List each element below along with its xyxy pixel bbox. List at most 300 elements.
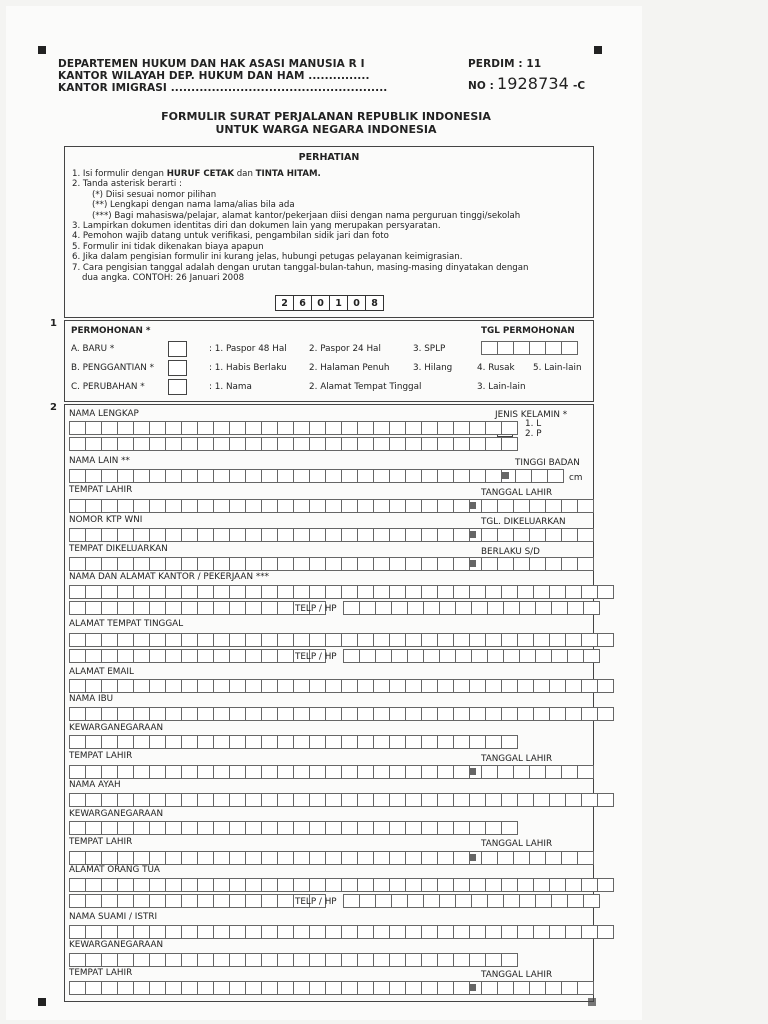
character-cell[interactable] xyxy=(497,851,514,865)
character-cell[interactable] xyxy=(261,821,278,835)
character-cell[interactable] xyxy=(357,557,374,571)
character-cell[interactable] xyxy=(69,469,86,483)
character-cell[interactable] xyxy=(133,437,150,451)
character-cell[interactable] xyxy=(389,878,406,892)
character-cell[interactable] xyxy=(357,585,374,599)
character-cell[interactable] xyxy=(213,437,230,451)
email-boxes[interactable] xyxy=(69,679,613,693)
character-cell[interactable] xyxy=(545,341,562,355)
character-cell[interactable] xyxy=(261,925,278,939)
character-cell[interactable] xyxy=(469,925,486,939)
character-cell[interactable] xyxy=(513,851,530,865)
character-cell[interactable] xyxy=(101,953,118,967)
character-cell[interactable] xyxy=(245,821,262,835)
character-cell[interactable] xyxy=(405,925,422,939)
character-cell[interactable] xyxy=(229,601,246,615)
character-cell[interactable] xyxy=(229,981,246,995)
option-new-checkbox[interactable] xyxy=(168,341,187,357)
character-cell[interactable] xyxy=(577,499,594,513)
character-cell[interactable] xyxy=(197,981,214,995)
character-cell[interactable] xyxy=(341,437,358,451)
character-cell[interactable] xyxy=(197,765,214,779)
character-cell[interactable] xyxy=(359,601,376,615)
character-cell[interactable] xyxy=(293,557,310,571)
character-cell[interactable] xyxy=(501,735,518,749)
character-cell[interactable] xyxy=(197,421,214,435)
character-cell[interactable] xyxy=(437,735,454,749)
character-cell[interactable] xyxy=(101,437,118,451)
character-cell[interactable] xyxy=(165,528,182,542)
father-birthplace-boxes[interactable] xyxy=(69,851,485,865)
character-cell[interactable] xyxy=(245,735,262,749)
character-cell[interactable] xyxy=(469,469,486,483)
character-cell[interactable] xyxy=(581,679,598,693)
character-cell[interactable] xyxy=(277,585,294,599)
character-cell[interactable] xyxy=(375,649,392,663)
character-cell[interactable] xyxy=(437,878,454,892)
character-cell[interactable] xyxy=(373,679,390,693)
character-cell[interactable] xyxy=(519,894,536,908)
character-cell[interactable] xyxy=(437,557,454,571)
character-cell[interactable] xyxy=(485,793,502,807)
character-cell[interactable] xyxy=(101,528,118,542)
character-cell[interactable] xyxy=(181,851,198,865)
character-cell[interactable] xyxy=(561,851,578,865)
character-cell[interactable] xyxy=(513,765,530,779)
character-cell[interactable] xyxy=(405,707,422,721)
character-cell[interactable] xyxy=(481,851,498,865)
character-cell[interactable] xyxy=(181,925,198,939)
character-cell[interactable] xyxy=(405,821,422,835)
character-cell[interactable] xyxy=(101,601,118,615)
character-cell[interactable] xyxy=(69,528,86,542)
character-cell[interactable] xyxy=(213,735,230,749)
character-cell[interactable] xyxy=(325,953,342,967)
character-cell[interactable] xyxy=(69,679,86,693)
character-cell[interactable] xyxy=(357,707,374,721)
character-cell[interactable] xyxy=(597,707,614,721)
character-cell[interactable] xyxy=(149,735,166,749)
character-cell[interactable] xyxy=(389,437,406,451)
character-cell[interactable] xyxy=(149,499,166,513)
character-cell[interactable] xyxy=(341,679,358,693)
character-cell[interactable] xyxy=(133,421,150,435)
character-cell[interactable] xyxy=(325,707,342,721)
character-cell[interactable] xyxy=(69,585,86,599)
character-cell[interactable] xyxy=(261,878,278,892)
character-cell[interactable] xyxy=(69,601,86,615)
character-cell[interactable] xyxy=(469,679,486,693)
character-cell[interactable] xyxy=(197,585,214,599)
character-cell[interactable] xyxy=(565,679,582,693)
character-cell[interactable] xyxy=(405,585,422,599)
character-cell[interactable] xyxy=(149,601,166,615)
character-cell[interactable] xyxy=(373,437,390,451)
character-cell[interactable] xyxy=(487,894,504,908)
character-cell[interactable] xyxy=(389,469,406,483)
character-cell[interactable] xyxy=(165,437,182,451)
character-cell[interactable] xyxy=(133,707,150,721)
character-cell[interactable] xyxy=(229,437,246,451)
character-cell[interactable] xyxy=(85,821,102,835)
character-cell[interactable] xyxy=(529,557,546,571)
height-boxes[interactable] xyxy=(515,469,563,483)
character-cell[interactable] xyxy=(421,499,438,513)
character-cell[interactable] xyxy=(245,585,262,599)
character-cell[interactable] xyxy=(487,601,504,615)
character-cell[interactable] xyxy=(455,601,472,615)
character-cell[interactable] xyxy=(405,793,422,807)
character-cell[interactable] xyxy=(69,707,86,721)
character-cell[interactable] xyxy=(277,499,294,513)
character-cell[interactable] xyxy=(229,679,246,693)
character-cell[interactable] xyxy=(309,557,326,571)
character-cell[interactable] xyxy=(501,707,518,721)
character-cell[interactable] xyxy=(437,821,454,835)
character-cell[interactable] xyxy=(561,528,578,542)
character-cell[interactable] xyxy=(549,707,566,721)
character-cell[interactable] xyxy=(439,601,456,615)
character-cell[interactable] xyxy=(181,437,198,451)
father-name-boxes[interactable] xyxy=(69,793,613,807)
character-cell[interactable] xyxy=(165,499,182,513)
character-cell[interactable] xyxy=(341,953,358,967)
character-cell[interactable] xyxy=(213,707,230,721)
character-cell[interactable] xyxy=(309,765,326,779)
character-cell[interactable] xyxy=(357,925,374,939)
character-cell[interactable] xyxy=(309,925,326,939)
character-cell[interactable] xyxy=(149,894,166,908)
character-cell[interactable] xyxy=(325,421,342,435)
character-cell[interactable] xyxy=(437,633,454,647)
character-cell[interactable] xyxy=(229,765,246,779)
character-cell[interactable] xyxy=(133,633,150,647)
character-cell[interactable] xyxy=(197,821,214,835)
character-cell[interactable] xyxy=(277,437,294,451)
character-cell[interactable] xyxy=(357,953,374,967)
character-cell[interactable] xyxy=(513,557,530,571)
character-cell[interactable] xyxy=(69,437,86,451)
character-cell[interactable] xyxy=(277,793,294,807)
character-cell[interactable] xyxy=(561,765,578,779)
character-cell[interactable] xyxy=(117,821,134,835)
character-cell[interactable] xyxy=(85,735,102,749)
character-cell[interactable] xyxy=(117,421,134,435)
character-cell[interactable] xyxy=(229,793,246,807)
character-cell[interactable] xyxy=(453,557,470,571)
character-cell[interactable] xyxy=(197,528,214,542)
character-cell[interactable] xyxy=(85,925,102,939)
character-cell[interactable] xyxy=(501,821,518,835)
character-cell[interactable] xyxy=(517,679,534,693)
character-cell[interactable] xyxy=(213,633,230,647)
character-cell[interactable] xyxy=(245,925,262,939)
character-cell[interactable] xyxy=(421,735,438,749)
character-cell[interactable] xyxy=(561,341,578,355)
character-cell[interactable] xyxy=(181,421,198,435)
character-cell[interactable] xyxy=(117,981,134,995)
character-cell[interactable] xyxy=(69,878,86,892)
character-cell[interactable] xyxy=(517,925,534,939)
character-cell[interactable] xyxy=(325,585,342,599)
character-cell[interactable] xyxy=(85,793,102,807)
character-cell[interactable] xyxy=(245,793,262,807)
character-cell[interactable] xyxy=(597,878,614,892)
character-cell[interactable] xyxy=(261,437,278,451)
character-cell[interactable] xyxy=(309,679,326,693)
character-cell[interactable] xyxy=(581,585,598,599)
character-cell[interactable] xyxy=(293,707,310,721)
character-cell[interactable] xyxy=(85,707,102,721)
character-cell[interactable] xyxy=(497,528,514,542)
character-cell[interactable] xyxy=(117,557,134,571)
father-birthdate-boxes[interactable] xyxy=(481,851,593,865)
character-cell[interactable] xyxy=(373,793,390,807)
character-cell[interactable] xyxy=(149,557,166,571)
character-cell[interactable] xyxy=(405,878,422,892)
character-cell[interactable] xyxy=(373,981,390,995)
character-cell[interactable] xyxy=(245,894,262,908)
character-cell[interactable] xyxy=(469,735,486,749)
character-cell[interactable] xyxy=(245,707,262,721)
character-cell[interactable] xyxy=(481,499,498,513)
character-cell[interactable] xyxy=(213,528,230,542)
character-cell[interactable] xyxy=(181,649,198,663)
character-cell[interactable] xyxy=(229,557,246,571)
character-cell[interactable] xyxy=(229,633,246,647)
character-cell[interactable] xyxy=(213,953,230,967)
character-cell[interactable] xyxy=(503,601,520,615)
character-cell[interactable] xyxy=(117,601,134,615)
character-cell[interactable] xyxy=(309,585,326,599)
character-cell[interactable] xyxy=(101,851,118,865)
character-cell[interactable] xyxy=(485,953,502,967)
character-cell[interactable] xyxy=(245,557,262,571)
character-cell[interactable] xyxy=(421,707,438,721)
character-cell[interactable] xyxy=(423,649,440,663)
character-cell[interactable] xyxy=(481,341,498,355)
character-cell[interactable] xyxy=(581,707,598,721)
character-cell[interactable] xyxy=(277,633,294,647)
character-cell[interactable] xyxy=(373,469,390,483)
character-cell[interactable] xyxy=(373,707,390,721)
character-cell[interactable] xyxy=(453,679,470,693)
character-cell[interactable] xyxy=(439,649,456,663)
character-cell[interactable] xyxy=(513,341,530,355)
character-cell[interactable] xyxy=(567,601,584,615)
character-cell[interactable] xyxy=(567,894,584,908)
character-cell[interactable] xyxy=(325,437,342,451)
character-cell[interactable] xyxy=(341,735,358,749)
character-cell[interactable] xyxy=(165,878,182,892)
character-cell[interactable] xyxy=(561,981,578,995)
character-cell[interactable] xyxy=(117,735,134,749)
character-cell[interactable] xyxy=(293,585,310,599)
character-cell[interactable] xyxy=(101,894,118,908)
character-cell[interactable] xyxy=(577,557,594,571)
valid-until-boxes[interactable] xyxy=(481,557,593,571)
character-cell[interactable] xyxy=(501,793,518,807)
character-cell[interactable] xyxy=(391,601,408,615)
character-cell[interactable] xyxy=(133,878,150,892)
character-cell[interactable] xyxy=(421,557,438,571)
character-cell[interactable] xyxy=(391,894,408,908)
character-cell[interactable] xyxy=(229,469,246,483)
character-cell[interactable] xyxy=(515,469,532,483)
character-cell[interactable] xyxy=(341,821,358,835)
character-cell[interactable] xyxy=(85,851,102,865)
character-cell[interactable] xyxy=(101,735,118,749)
character-cell[interactable] xyxy=(101,585,118,599)
character-cell[interactable] xyxy=(529,765,546,779)
character-cell[interactable] xyxy=(517,793,534,807)
character-cell[interactable] xyxy=(261,851,278,865)
character-cell[interactable] xyxy=(213,894,230,908)
character-cell[interactable] xyxy=(437,499,454,513)
character-cell[interactable] xyxy=(277,707,294,721)
character-cell[interactable] xyxy=(101,765,118,779)
character-cell[interactable] xyxy=(501,953,518,967)
character-cell[interactable] xyxy=(389,735,406,749)
character-cell[interactable] xyxy=(341,469,358,483)
character-cell[interactable] xyxy=(341,499,358,513)
character-cell[interactable] xyxy=(405,437,422,451)
character-cell[interactable] xyxy=(149,421,166,435)
character-cell[interactable] xyxy=(165,601,182,615)
character-cell[interactable] xyxy=(197,499,214,513)
character-cell[interactable] xyxy=(293,925,310,939)
character-cell[interactable] xyxy=(213,821,230,835)
character-cell[interactable] xyxy=(133,528,150,542)
character-cell[interactable] xyxy=(181,557,198,571)
character-cell[interactable] xyxy=(117,633,134,647)
character-cell[interactable] xyxy=(453,981,470,995)
character-cell[interactable] xyxy=(533,707,550,721)
character-cell[interactable] xyxy=(165,585,182,599)
character-cell[interactable] xyxy=(529,981,546,995)
character-cell[interactable] xyxy=(229,735,246,749)
character-cell[interactable] xyxy=(497,341,514,355)
character-cell[interactable] xyxy=(69,821,86,835)
character-cell[interactable] xyxy=(309,707,326,721)
character-cell[interactable] xyxy=(85,528,102,542)
character-cell[interactable] xyxy=(389,953,406,967)
character-cell[interactable] xyxy=(149,649,166,663)
character-cell[interactable] xyxy=(197,735,214,749)
character-cell[interactable] xyxy=(277,894,294,908)
character-cell[interactable] xyxy=(471,601,488,615)
character-cell[interactable] xyxy=(341,557,358,571)
character-cell[interactable] xyxy=(423,601,440,615)
character-cell[interactable] xyxy=(533,679,550,693)
character-cell[interactable] xyxy=(517,633,534,647)
character-cell[interactable] xyxy=(133,585,150,599)
character-cell[interactable] xyxy=(85,557,102,571)
character-cell[interactable] xyxy=(101,821,118,835)
character-cell[interactable] xyxy=(213,851,230,865)
character-cell[interactable] xyxy=(405,421,422,435)
character-cell[interactable] xyxy=(545,765,562,779)
character-cell[interactable] xyxy=(453,633,470,647)
character-cell[interactable] xyxy=(551,894,568,908)
issue-date-boxes[interactable] xyxy=(481,528,593,542)
character-cell[interactable] xyxy=(85,421,102,435)
character-cell[interactable] xyxy=(293,953,310,967)
character-cell[interactable] xyxy=(261,528,278,542)
character-cell[interactable] xyxy=(181,894,198,908)
character-cell[interactable] xyxy=(181,793,198,807)
character-cell[interactable] xyxy=(197,925,214,939)
character-cell[interactable] xyxy=(101,633,118,647)
character-cell[interactable] xyxy=(69,793,86,807)
character-cell[interactable] xyxy=(551,649,568,663)
character-cell[interactable] xyxy=(453,499,470,513)
character-cell[interactable] xyxy=(149,821,166,835)
character-cell[interactable] xyxy=(293,528,310,542)
character-cell[interactable] xyxy=(341,878,358,892)
character-cell[interactable] xyxy=(343,649,360,663)
character-cell[interactable] xyxy=(245,601,262,615)
character-cell[interactable] xyxy=(325,735,342,749)
character-cell[interactable] xyxy=(513,499,530,513)
character-cell[interactable] xyxy=(405,981,422,995)
character-cell[interactable] xyxy=(117,878,134,892)
character-cell[interactable] xyxy=(455,649,472,663)
character-cell[interactable] xyxy=(407,601,424,615)
character-cell[interactable] xyxy=(165,421,182,435)
character-cell[interactable] xyxy=(545,557,562,571)
character-cell[interactable] xyxy=(133,981,150,995)
spouse-name-boxes[interactable] xyxy=(69,925,613,939)
character-cell[interactable] xyxy=(341,528,358,542)
character-cell[interactable] xyxy=(309,735,326,749)
character-cell[interactable] xyxy=(545,528,562,542)
character-cell[interactable] xyxy=(149,981,166,995)
character-cell[interactable] xyxy=(261,649,278,663)
character-cell[interactable] xyxy=(421,469,438,483)
character-cell[interactable] xyxy=(181,953,198,967)
character-cell[interactable] xyxy=(389,925,406,939)
character-cell[interactable] xyxy=(453,437,470,451)
character-cell[interactable] xyxy=(101,793,118,807)
character-cell[interactable] xyxy=(85,469,102,483)
character-cell[interactable] xyxy=(405,679,422,693)
character-cell[interactable] xyxy=(533,585,550,599)
character-cell[interactable] xyxy=(421,585,438,599)
character-cell[interactable] xyxy=(437,765,454,779)
character-cell[interactable] xyxy=(277,765,294,779)
character-cell[interactable] xyxy=(117,499,134,513)
character-cell[interactable] xyxy=(405,469,422,483)
character-cell[interactable] xyxy=(501,878,518,892)
character-cell[interactable] xyxy=(581,633,598,647)
character-cell[interactable] xyxy=(529,341,546,355)
character-cell[interactable] xyxy=(133,735,150,749)
character-cell[interactable] xyxy=(85,601,102,615)
character-cell[interactable] xyxy=(437,953,454,967)
character-cell[interactable] xyxy=(471,649,488,663)
character-cell[interactable] xyxy=(309,953,326,967)
character-cell[interactable] xyxy=(583,649,600,663)
character-cell[interactable] xyxy=(293,765,310,779)
character-cell[interactable] xyxy=(197,707,214,721)
character-cell[interactable] xyxy=(485,878,502,892)
mother-name-boxes[interactable] xyxy=(69,707,613,721)
character-cell[interactable] xyxy=(69,557,86,571)
character-cell[interactable] xyxy=(117,953,134,967)
character-cell[interactable] xyxy=(325,765,342,779)
character-cell[interactable] xyxy=(245,499,262,513)
